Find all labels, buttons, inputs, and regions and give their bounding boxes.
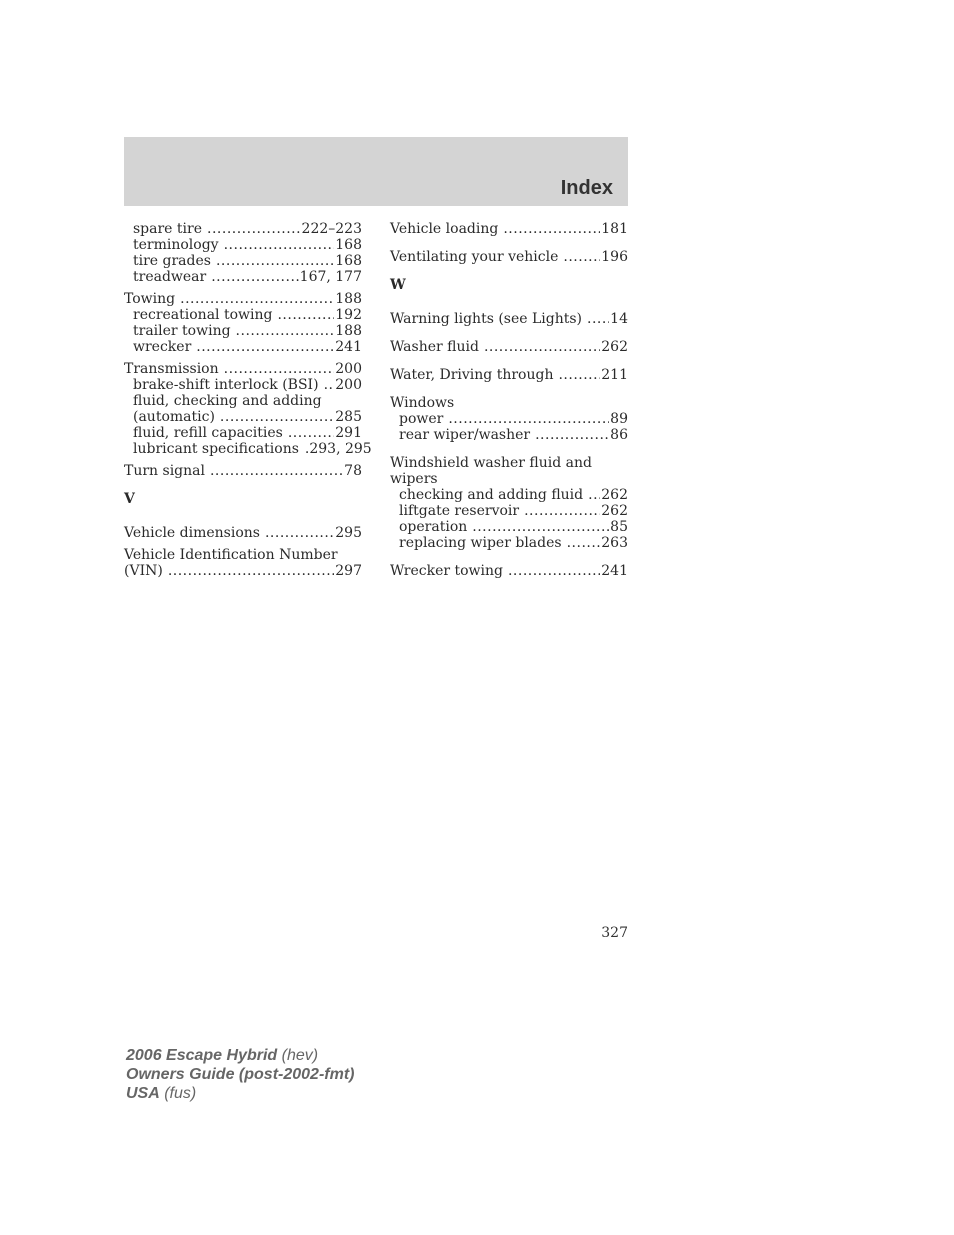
index-column-left <box>124 221 372 579</box>
index-entry: brake-shift interlock (BSI) ..... 200 <box>124 377 362 393</box>
page-number: 327 <box>601 925 628 941</box>
index-entry-vin: (VIN) ..... 297 <box>124 563 362 579</box>
index-entry-text: wipers <box>390 471 438 487</box>
index-entry: (automatic) ..... 285 <box>124 409 362 425</box>
index-entry: lubricant specifications .293, 295 <box>133 441 372 457</box>
page-title: Index <box>560 177 613 199</box>
index-entry: rear wiper/washer ..... 86 <box>390 427 628 443</box>
index-entry: replacing wiper blades ..... 263 <box>390 535 628 551</box>
index-entry-warning-lights: Warning lights (see Lights) ..... 14 <box>390 311 628 327</box>
index-entry-text: Vehicle Identification Number <box>124 547 338 563</box>
index-entry: power ..... 89 <box>390 411 628 427</box>
index-entry-wrecker-towing: Wrecker towing ..... 241 <box>390 563 628 579</box>
index-entry-vehicle-dimensions: Vehicle dimensions ..... 295 <box>124 525 362 541</box>
index-entry-washer-fluid: Washer fluid ..... 262 <box>390 339 628 355</box>
index-entry-transmission: Transmission ..... 200 <box>124 361 362 377</box>
index-entry: liftgate reservoir ..... 262 <box>390 503 628 519</box>
index-entry-text: fluid, checking and adding <box>133 393 322 409</box>
index-entry: spare tire ..... 222–223 <box>124 221 362 237</box>
header-band <box>124 137 628 206</box>
index-entry-turn-signal: Turn signal ..... 78 <box>124 463 362 479</box>
index-entry-vehicle-loading: Vehicle loading ..... 181 <box>390 221 628 237</box>
index-entry: trailer towing ..... 188 <box>124 323 362 339</box>
index-entry-towing: Towing ..... 188 <box>124 291 362 307</box>
index-entry: fluid, refill capacities ..... 291 <box>124 425 362 441</box>
section-letter-v: V <box>124 491 135 507</box>
index-column-right <box>390 221 628 579</box>
index-entry: wrecker ..... 241 <box>124 339 362 355</box>
index-entry: treadwear ..... 167, 177 <box>124 269 362 285</box>
index-entry-text: Windows <box>390 395 455 411</box>
footer-document-info: 2006 Escape Hybrid (hev) Owners Guide (post-2002-fmt) USA (fus) <box>126 1047 355 1102</box>
index-entry: tire grades ..... 168 <box>124 253 362 269</box>
index-entry-water: Water, Driving through ..... 211 <box>390 367 628 383</box>
index-entry: terminology ..... 168 <box>124 237 362 253</box>
index-entry: recreational towing ..... 192 <box>124 307 362 323</box>
index-entry-text: Windshield washer fluid and <box>390 455 592 471</box>
section-letter-w: W <box>390 277 406 293</box>
index-entry: checking and adding fluid ..... 262 <box>390 487 628 503</box>
index-entry-ventilating: Ventilating your vehicle ..... 196 <box>390 249 628 265</box>
index-entry: operation ..... 85 <box>390 519 628 535</box>
